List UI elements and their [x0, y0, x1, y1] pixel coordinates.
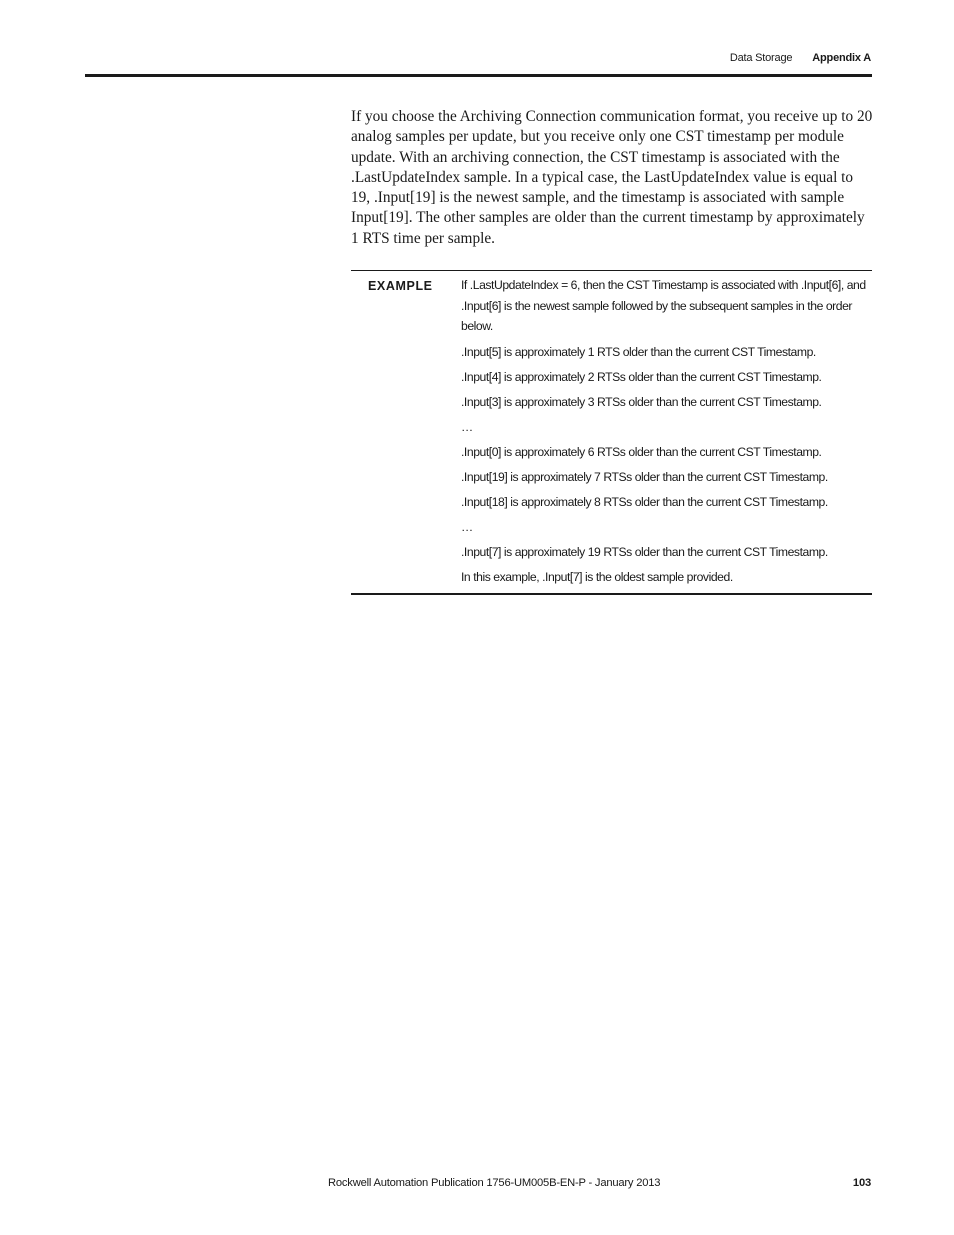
page-footer — [0, 1177, 954, 1193]
header-rule — [85, 74, 872, 77]
header-section-title: Data Storage — [729, 52, 793, 64]
example-intro-text: If .LastUpdateIndex = 6, then the CST Timestamp is associated with .Input[6], and .Input[6] is the newest sample followed by the subsequent samples in the order below. — [461, 278, 866, 333]
example-line: .Input[4] is approximately 2 RTSs older than the current CST Timestamp. — [461, 369, 822, 384]
page-number: 103 — [852, 1177, 871, 1189]
running-header — [730, 52, 871, 64]
example-body — [461, 275, 873, 592]
example-line: .Input[5] is approximately 1 RTS older than the current CST Timestamp. — [461, 344, 816, 359]
example-bottom-rule — [351, 593, 872, 595]
header-appendix-label: Appendix A — [812, 52, 871, 64]
example-line: .Input[0] is approximately 6 RTSs older than the current CST Timestamp. — [461, 444, 822, 459]
intro-paragraph: If you choose the Archiving Connection communication format, you receive up to 20 analog samples per update, but you receive only one CST timestamp per module update. With an archiving connection, the CST timestamp is associated with the .LastUpdateIndex sample. In a typical case, the LastUpdateIndex value is equal to 19, .Input[19] is the newest sample, and the timestamp is associated with sample Input[19]. The other samples are older than the current timestamp by approximately 1 RTS time per sample. — [351, 108, 873, 247]
example-line: .Input[18] is approximately 8 RTSs older than the current CST Timestamp. — [461, 494, 828, 509]
example-ellipsis: … — [461, 519, 475, 534]
example-conclusion: In this example, .Input[7] is the oldest sample provided. — [461, 569, 733, 584]
example-top-rule — [351, 270, 872, 271]
example-ellipsis: … — [461, 419, 475, 434]
example-line: .Input[19] is approximately 7 RTSs older than the current CST Timestamp. — [461, 469, 828, 484]
example-label: EXAMPLE — [368, 279, 433, 293]
example-line: .Input[7] is approximately 19 RTSs older than the current CST Timestamp. — [461, 544, 828, 559]
example-line: .Input[3] is approximately 3 RTSs older than the current CST Timestamp. — [461, 394, 822, 409]
footer-publication: Rockwell Automation Publication 1756-UM005B-EN-P - January 2013 — [328, 1177, 661, 1189]
